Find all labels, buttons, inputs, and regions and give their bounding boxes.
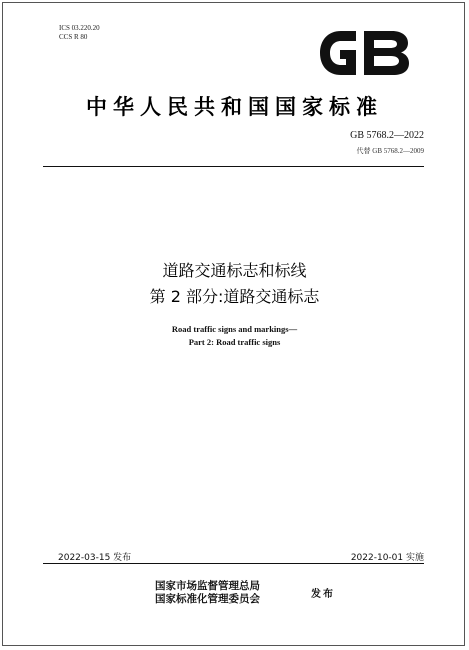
publisher-samr: 国家市场监督管理总局 [155, 580, 260, 592]
header-divider [43, 166, 424, 167]
replaces-standard: 代替 GB 5768.2—2009 [356, 147, 424, 155]
english-title-line-2: Part 2: Road traffic signs [188, 337, 281, 347]
gb-logo [318, 29, 410, 77]
footer-divider [43, 563, 424, 564]
standard-cover-page [2, 2, 465, 646]
ccs-code: CCS R 80 [59, 33, 88, 41]
publishers [155, 580, 260, 606]
issue-date: 2022-03-15 发布 [58, 553, 132, 563]
chinese-title-line-1: 道路交通标志和标线 [162, 261, 307, 280]
national-standard-title: 中华人民共和国国家标准 [86, 94, 383, 119]
classification-codes [59, 24, 100, 42]
standard-number: GB 5768.2—2022 [350, 130, 424, 141]
release-label: 发布 [311, 589, 335, 600]
publisher-sac: 国家标准化管理委员会 [155, 593, 260, 605]
implementation-date: 2022-10-01 实施 [350, 553, 424, 563]
chinese-title-line-2: 第 2 部分:道路交通标志 [149, 287, 320, 306]
ics-code: ICS 03.220.20 [59, 24, 100, 32]
english-title-line-1: Road traffic signs and markings— [171, 324, 298, 334]
